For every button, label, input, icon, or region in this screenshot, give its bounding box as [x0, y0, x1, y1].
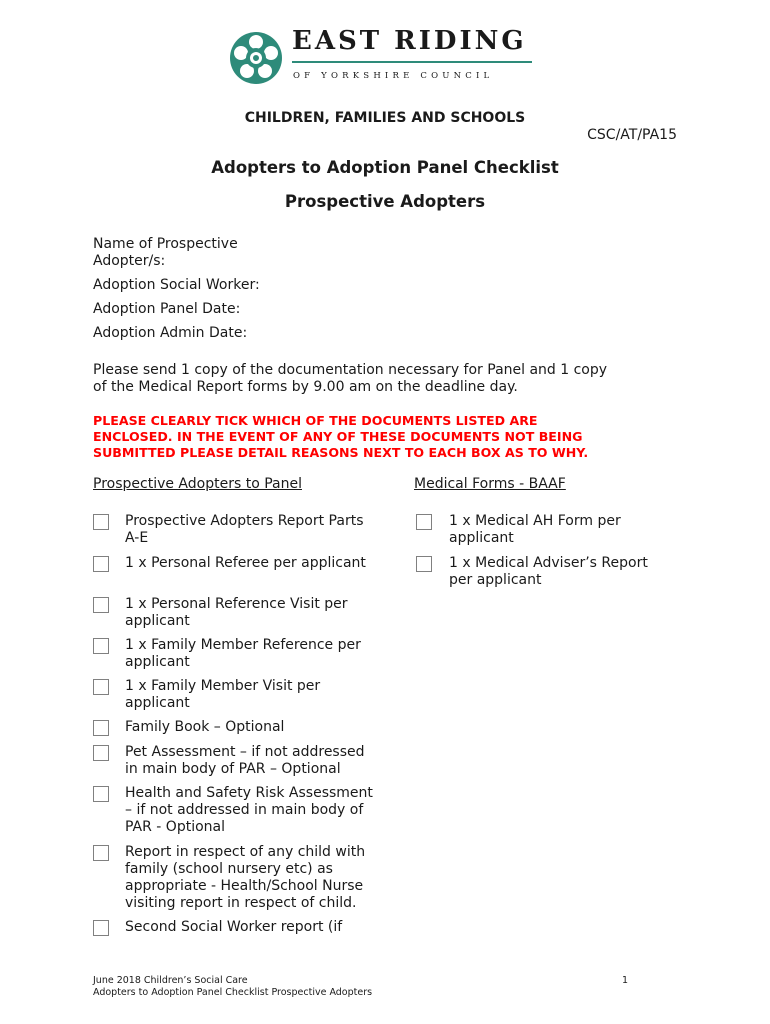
checkbox[interactable]: [93, 745, 109, 761]
item-text: applicant: [449, 530, 514, 546]
item-text: 1 x Medical AH Form per: [449, 513, 621, 529]
item-text: family (school nursery etc) as: [125, 861, 333, 877]
footer-line: Adopters to Adoption Panel Checklist Prospective Adopters: [93, 986, 373, 998]
council-logo-emblem: [228, 30, 284, 86]
item-text: 1 x Medical Adviser’s Report: [449, 555, 648, 571]
warning-notice: [93, 413, 693, 461]
field-social-worker: Adoption Social Worker:: [93, 277, 260, 293]
right-column-heading: Medical Forms - BAAF: [414, 476, 566, 492]
field-label-line: Name of Prospective: [93, 236, 238, 252]
department-heading: CHILDREN, FAMILIES AND SCHOOLS: [244, 110, 526, 126]
item-text: applicant: [125, 695, 190, 711]
item-text: 1 x Family Member Reference per: [125, 637, 361, 653]
checkbox[interactable]: [93, 597, 109, 613]
checkbox[interactable]: [93, 638, 109, 654]
checkbox[interactable]: [93, 786, 109, 802]
logo-divider: [292, 61, 532, 63]
footer-line: June 2018 Children’s Social Care: [93, 975, 248, 986]
council-subtitle: OF YORKSHIRE COUNCIL: [293, 71, 494, 81]
field-admin-date: Adoption Admin Date:: [93, 325, 248, 341]
document-subtitle: Prospective Adopters: [284, 192, 486, 211]
instructions: [93, 362, 673, 396]
instructions-line: of the Medical Report forms by 9.00 am on the deadline day.: [93, 379, 518, 395]
item-text: Second Social Worker report (if: [125, 919, 343, 935]
item-text: Health and Safety Risk Assessment: [125, 785, 373, 801]
warning-line: ENCLOSED. IN THE EVENT OF ANY OF THESE DOCUMENTS NOT BEING: [93, 429, 583, 444]
field-adopter-name: [93, 236, 238, 270]
document-reference: CSC/AT/PA15: [587, 127, 677, 143]
footer: [93, 975, 372, 998]
item-text: applicant: [125, 613, 190, 629]
checkbox[interactable]: [416, 556, 432, 572]
field-label-line: Adopter/s:: [93, 253, 166, 269]
item-text: Report in respect of any child with: [125, 844, 366, 860]
item-text: Family Book – Optional: [125, 719, 285, 735]
item-text: 1 x Personal Referee per applicant: [125, 555, 366, 571]
item-text: in main body of PAR – Optional: [125, 761, 341, 777]
item-text: A-E: [125, 530, 149, 546]
item-text: visiting report in respect of child.: [125, 895, 357, 911]
item-text: 1 x Family Member Visit per: [125, 678, 321, 694]
item-text: per applicant: [449, 572, 542, 588]
yorkshire-rose-icon: [228, 30, 284, 86]
checkbox[interactable]: [93, 720, 109, 736]
checkbox[interactable]: [416, 514, 432, 530]
council-name: EAST RIDING: [292, 26, 527, 56]
field-panel-date: Adoption Panel Date:: [93, 301, 241, 317]
item-text: PAR - Optional: [125, 819, 225, 835]
left-column-heading: Prospective Adopters to Panel: [93, 476, 302, 492]
warning-line: SUBMITTED PLEASE DETAIL REASONS NEXT TO EACH BOX AS TO WHY.: [93, 445, 589, 460]
page-number: 1: [622, 975, 629, 986]
document-title: Adopters to Adoption Panel Checklist: [211, 158, 559, 177]
item-text: Pet Assessment – if not addressed: [125, 744, 365, 760]
checkbox[interactable]: [93, 514, 109, 530]
checkbox[interactable]: [93, 556, 109, 572]
instructions-line: Please send 1 copy of the documentation necessary for Panel and 1 copy: [93, 362, 608, 378]
item-text: – if not addressed in main body of: [125, 802, 364, 818]
checkbox[interactable]: [93, 679, 109, 695]
checkbox[interactable]: [93, 920, 109, 936]
item-text: 1 x Personal Reference Visit per: [125, 596, 348, 612]
item-text: Prospective Adopters Report Parts: [125, 513, 364, 529]
item-text: appropriate - Health/School Nurse: [125, 878, 364, 894]
warning-line: PLEASE CLEARLY TICK WHICH OF THE DOCUMENTS LISTED ARE: [93, 413, 538, 428]
checkbox[interactable]: [93, 845, 109, 861]
item-text: applicant: [125, 654, 190, 670]
